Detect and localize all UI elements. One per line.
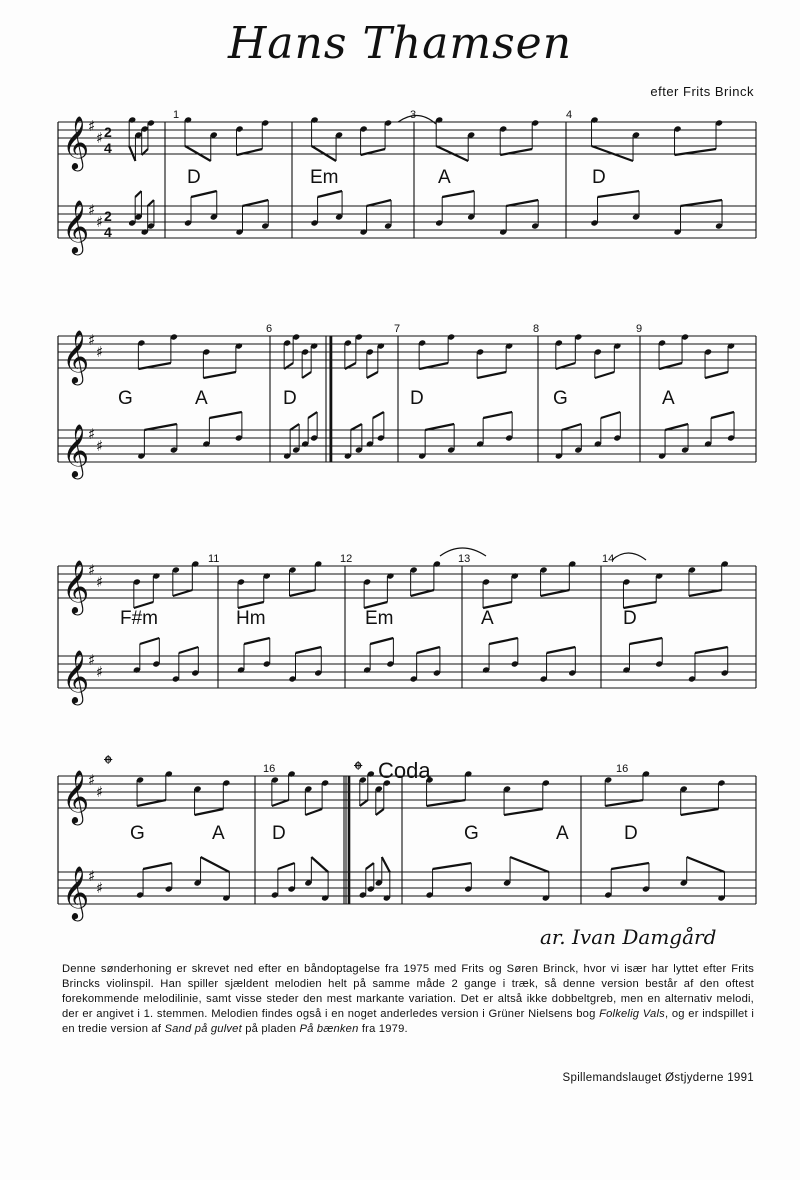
coda-sign-icon: 𝄌 [104,750,113,778]
note-beam [195,809,224,815]
note-beam [504,809,543,815]
chord-symbol: A [212,823,225,844]
chord-symbol: D [410,388,424,409]
note-beam [366,863,374,869]
note-beam [605,800,643,806]
caption-part3: på pladen [241,1023,300,1035]
sharp-sign: ♯ [96,879,104,897]
caption-part2: , og er indspillet i en tredie version af [62,1008,755,1035]
chord-symbol: Em [365,608,394,629]
note-beam [173,590,193,596]
note-beam [510,857,549,872]
note-beam [370,638,393,644]
time-signature-bottom: 4 [104,224,112,240]
chord-symbol: D [592,167,606,188]
bar-number: 13 [458,553,471,565]
sharp-sign: ♯ [88,651,96,669]
note-beam [290,424,299,430]
slur [398,115,436,124]
chord-symbol: A [556,823,569,844]
music-system [58,323,756,479]
treble-clef-icon: 𝄞 [62,649,90,703]
note-beam [302,372,311,378]
chord-symbol: D [187,167,201,188]
bar-number: 8 [533,323,540,335]
note-beam [244,638,270,644]
chord-symbol: A [481,608,494,629]
note-beam [695,647,728,653]
bar-number: 9 [636,323,643,335]
treble-clef-icon: 𝄞 [62,115,90,169]
chord-symbol: A [195,388,208,409]
sharp-sign: ♯ [96,213,104,231]
note-beam [562,424,582,430]
bar-number: 16 [616,763,629,775]
sharp-sign: ♯ [96,783,104,801]
coda-sign-icon: 𝄌 [354,756,363,784]
sharp-sign: ♯ [88,771,96,789]
sharp-sign: ♯ [96,437,104,455]
note-beam [272,800,289,806]
treble-clef-icon: 𝄞 [62,559,90,613]
bar-number: 4 [566,109,573,121]
note-beam [711,412,734,418]
note-beam [598,191,640,197]
sharp-sign: ♯ [96,573,104,591]
bar-number: 11 [208,553,220,565]
description-text [62,962,754,1037]
chord-symbol: G [464,823,479,844]
note-beam [135,191,141,197]
note-beam [601,412,621,418]
note-beam [417,647,440,653]
note-beam [308,412,317,418]
publisher-footer: Spillemandslauget Østjyderne 1991 [562,1072,754,1084]
treble-clef-icon: 𝄞 [62,199,90,253]
note-beam [148,200,154,206]
note-beam [425,424,454,430]
treble-clef-icon: 𝄞 [62,329,90,383]
note-beam [203,372,236,378]
note-beam [687,857,725,872]
sharp-sign: ♯ [88,117,96,135]
note-beam [442,191,474,197]
note-beam [191,191,217,197]
chord-symbol: G [118,388,133,409]
coda-label: Coda [378,758,431,783]
sharp-sign: ♯ [96,129,104,147]
note-beam [290,590,316,596]
note-beam [681,200,723,206]
note-beam [367,200,392,206]
caption-tune: Sand på gulvet [164,1023,242,1035]
note-beam [705,372,728,378]
chord-symbol: A [662,388,675,409]
note-beam [506,200,538,206]
chord-symbol: G [130,823,145,844]
note-beam [611,863,649,869]
note-beam [623,602,656,608]
note-beam [179,647,199,653]
note-beam [427,800,466,806]
note-beam [681,809,719,815]
note-beam [411,590,434,596]
note-beam [305,809,322,815]
note-beam [140,638,160,644]
chord-symbol: D [624,823,638,844]
sharp-sign: ♯ [88,561,96,579]
note-beam [278,863,295,869]
note-beam [483,412,512,418]
sharp-sign: ♯ [96,343,104,361]
time-signature-top: 2 [104,124,112,140]
caption-part1: Denne sønderhoning er skrevet ned efter en båndoptagelse fra 1975 med Frits og Søren Brinck, hvor vi især har lyttet efter Frits Brincks violinspil. Han spiller sjældent melodien helt på samme måde 2 gange i træk, så denne version består af den oftest forekommende melodilinie, samt visse steder den mest markante variation. Det er altså ikke dobbeltgreb, men en alternativ melodi, der er angivet i 1. stemmen. Melodien findes også i en noget anderledes version i Grüner Nielsens bog [62,963,754,1020]
note-beam [595,372,615,378]
note-beam [373,412,384,418]
note-beam [689,590,722,596]
note-beam [382,857,390,872]
note-beam [360,800,368,806]
sharp-sign: ♯ [96,663,104,681]
chord-symbol: A [438,167,451,188]
music-system [58,109,756,255]
music-system [58,553,756,705]
chord-symbol: F#m [120,608,158,629]
bar-number: 12 [340,553,353,565]
note-beam [311,857,328,872]
chord-symbol: D [272,823,286,844]
credit-line: efter Frits Brinck [650,84,754,99]
note-beam [376,809,384,815]
note-beam [318,191,343,197]
note-beam [351,424,362,430]
chord-symbol: Hm [236,608,266,629]
sharp-sign: ♯ [88,201,96,219]
note-beam [489,638,518,644]
arranger-signature: ar. Ivan Damgård [540,925,717,949]
song-title: Hans Thamsen [227,18,573,69]
sharp-sign: ♯ [88,425,96,443]
bar-number: 7 [394,323,401,335]
treble-clef-icon: 𝄞 [62,423,90,477]
time-signature-top: 2 [104,208,112,224]
note-beam [243,200,269,206]
note-beam [296,647,322,653]
note-beam [477,372,506,378]
caption-record: På bænken [299,1023,359,1035]
chord-symbol: D [623,608,637,629]
caption-part4: fra 1979. [358,1023,408,1035]
note-beam [137,800,166,806]
music-system [58,750,756,921]
sharp-sign: ♯ [88,867,96,885]
bar-number: 3 [410,109,417,121]
note-beam [144,424,177,430]
chord-symbol: G [553,388,568,409]
bar-number: 16 [263,763,276,775]
chord-symbol: Em [310,167,339,188]
time-signature-bottom: 4 [104,140,112,156]
note-beam [629,638,662,644]
note-beam [483,602,512,608]
note-beam [541,590,570,596]
bar-number: 14 [602,553,615,565]
bar-number: 6 [266,323,273,335]
chord-symbol: D [283,388,297,409]
treble-clef-icon: 𝄞 [62,769,90,823]
note-beam [209,412,242,418]
slur [612,553,646,560]
treble-clef-icon: 𝄞 [62,865,90,919]
note-beam [143,863,172,869]
caption-book: Folkelig Vals [599,1008,665,1020]
note-beam [665,424,688,430]
note-beam [367,372,378,378]
note-beam [201,857,230,872]
note-beam [547,647,576,653]
bar-number: 1 [173,109,180,121]
sharp-sign: ♯ [88,331,96,349]
note-beam [433,863,472,869]
